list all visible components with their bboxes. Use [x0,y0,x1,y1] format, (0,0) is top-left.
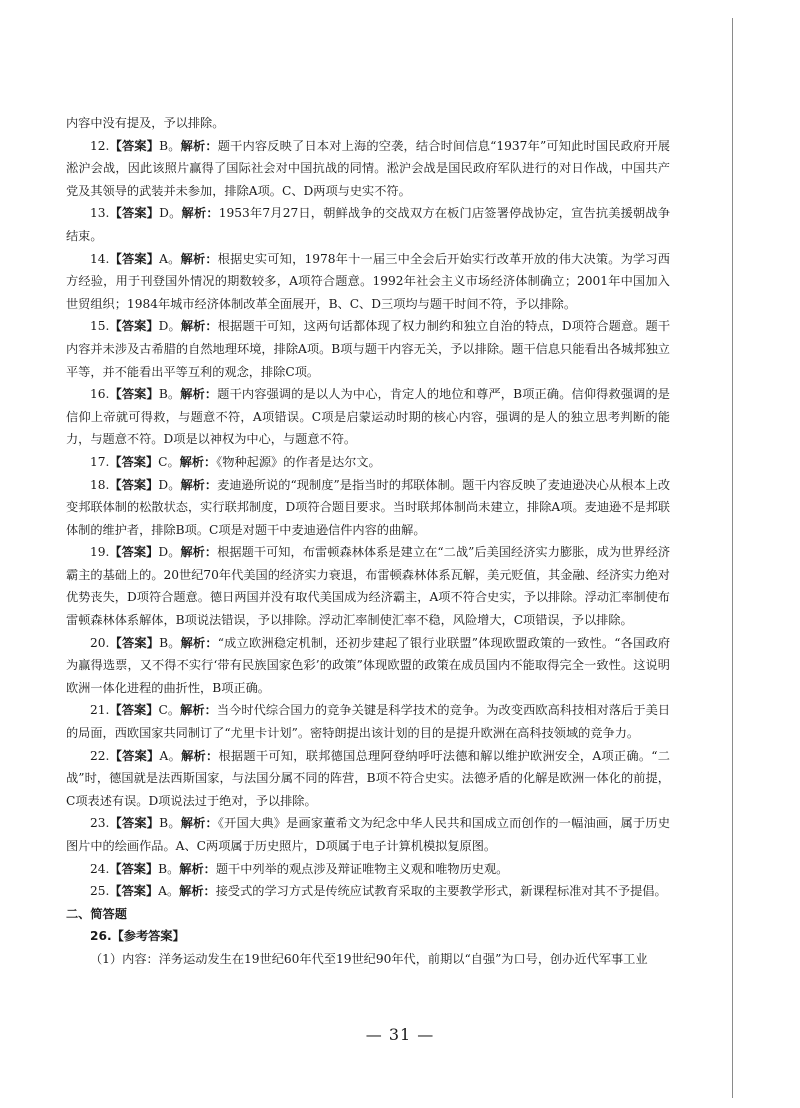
answer-item-17: 17.【答案】C。解析：《物种起源》的作者是达尔文。 [90,454,381,469]
answer-content [66,112,670,971]
binding-line [732,18,733,1098]
answer-item-13: 13.【答案】D。解析：1953年7月27日，朝鲜战争的交战双方在板门店签署停战协定，宣告抗美援朝战争结束。 [66,206,671,243]
question-26-answer-line: （1）内容：洋务运动发生在19世纪60年代至19世纪90年代，前期以“自强”为口号，创办近代军事工业 [90,951,648,966]
answer-item-25: 25.【答案】A。解析：接受式的学习方式是传统应试教育采取的主要教学形式，新课程标准对其不予提倡。 [90,884,667,899]
question-26-header: 26.【参考答案】 [90,929,185,944]
answer-item-22: 22.【答案】A。解析：根据题干可知，联邦德国总理阿登纳呼吁法德和解以维护欧洲安全，A项正确。“二战”时，德国就是法西斯国家，与法国分属不同的阵营，B项不符合史实。法德矛盾的化解是欧洲一体化的前提，C项表述有误。D项说法过于绝对，予以排除。 [66,748,670,808]
answer-item-12: 12.【答案】B。解析：题干内容反映了日本对上海的空袭，结合时间信息“1937年”可知此时国民政府开展淞沪会战，因此该照片赢得了国际社会对中国抗战的同情。淞沪会战是国民政府军队进行的对日作战，中国共产党及其领导的武装并未参加，排除A项。C、D两项与史实不符。 [66,138,670,198]
answer-item-14: 14.【答案】A。解析：根据史实可知，1978年十一届三中全会后开始实行改革开放的伟大决策。为学习西方经验，用于刊登国外情况的期数较多，A项符合题意。1992年社会主义市场经济体制确立；2001年中国加入世贸组织；1984年城市经济体制改革全面展开，B、C、D三项均与题干时间不符，予以排除。 [66,251,670,311]
answer-item-15: 15.【答案】D。解析：根据题干可知，这两句话都体现了权力制约和独立自治的特点，D项符合题意。题干内容并未涉及古希腊的自然地理环境，排除A项。B项与题干内容无关，予以排除。题干信息只能看出各城邦独立平等，并不能看出平等互利的观念，排除C项。 [66,319,671,379]
answer-item-24: 24.【答案】B。解析：题干中列举的观点涉及辩证唯物主义观和唯物历史观。 [90,861,509,876]
answer-item-20: 20.【答案】B。解析：“成立欧洲稳定机制，还初步建起了银行业联盟”体现欧盟政策的一致性。“各国政府为赢得选票，又不得不实行‘带有民族国家色彩’的政策”体现欧盟的政策在成员国内不能取得完全一致性。这说明欧洲一体化进程的曲折性，B项正确。 [66,635,671,695]
page-number: — 31 — [365,1025,435,1044]
answer-item-16: 16.【答案】B。解析：题干内容强调的是以人为中心，肯定人的地位和尊严，B项正确。信仰得救强调的是信仰上帝就可得救，与题意不符，A项错误。C项是启蒙运动时期的核心内容，强调的是人的独立思考判断的能力，与题意不符。D项是以神权为中心，与题意不符。 [66,387,670,447]
answer-item-21: 21.【答案】C。解析：当今时代综合国力的竞争关键是科学技术的竞争。为改变西欧高科技相对落后于美日的局面，西欧国家共同制订了“尤里卡计划”。密特朗提出该计划的目的是提升欧洲在高科技领域的竞争力。 [66,703,671,741]
answer-item-19: 19.【答案】D。解析：根据题干可知，布雷顿森林体系是建立在“二战”后美国经济实力膨胀，成为世界经济霸主的基础上的。20世纪70年代美国的经济实力衰退，布雷顿森林体系瓦解，美元贬值，其金融、经济实力绝对优势丧失，D项符合题意。德日两国并没有取代美国成为经济霸主，A项不符合史实，予以排除。浮动汇率制使布雷顿森林体系解体，B项说法错误，予以排除。浮动汇率制使汇率不稳，风险增大，C项错误，予以排除。 [66,545,671,628]
answer-item-18: 18.【答案】D。解析：麦迪逊所说的“现制度”是指当时的邦联体制。题干内容反映了麦迪逊决心从根本上改变邦联体制的松散状态，实行联邦制度，D项符合题目要求。当时联邦体制尚未建立，排除A项。麦迪逊不是邦联体制的维护者，排除B项。C项是对题干中麦迪逊信件内容的曲解。 [66,477,671,537]
continuation-line: 内容中没有提及，予以排除。 [66,116,225,130]
answer-item-23: 23.【答案】B。解析：《开国大典》是画家董希文为纪念中华人民共和国成立而创作的一幅油画，属于历史图片中的绘画作品。A、C两项属于历史照片，D项属于电子计算机模拟复原图。 [66,816,671,853]
section-title: 二、简答题 [66,906,127,921]
